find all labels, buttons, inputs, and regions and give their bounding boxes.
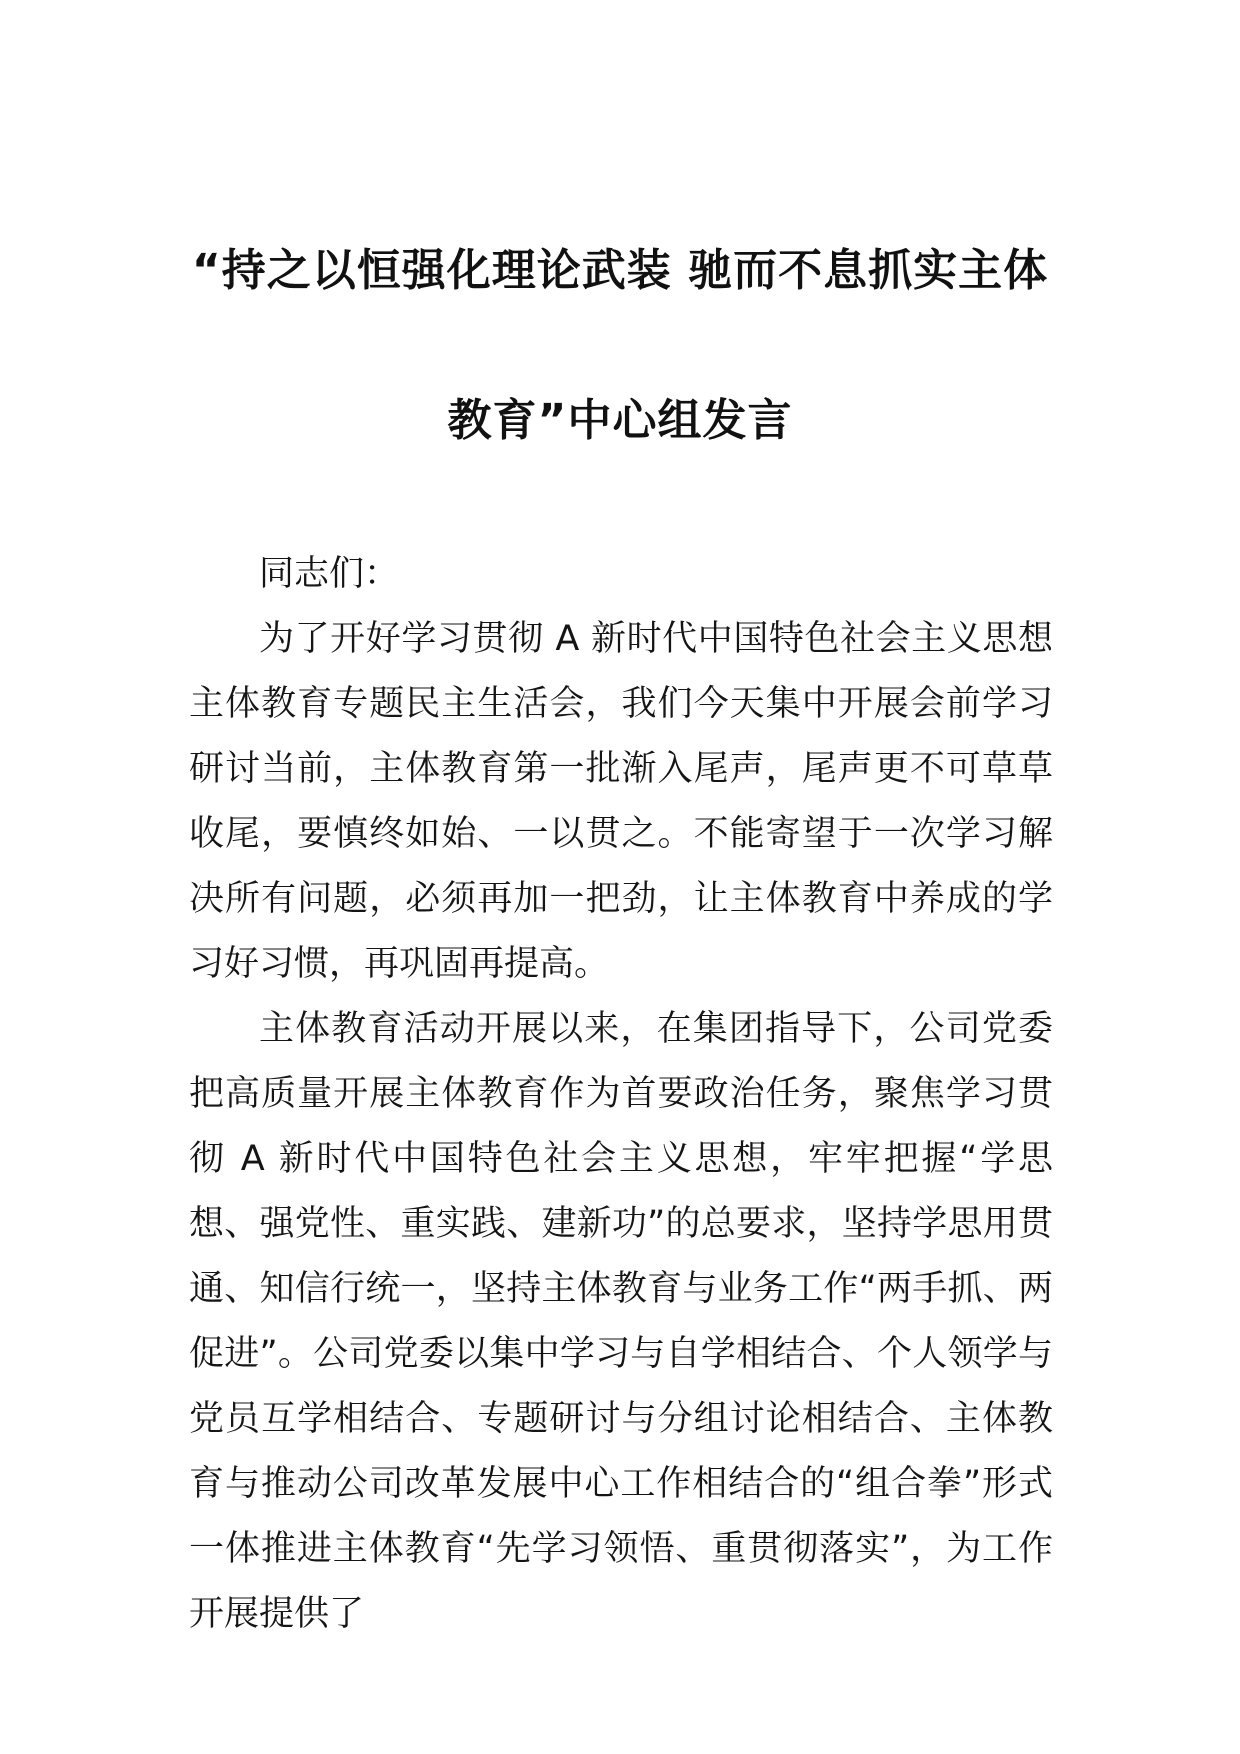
salutation: 同志们： bbox=[259, 554, 400, 594]
body-paragraph-2: 主体教育活动开展以来，在集团指导下，公司党委把高质量开展主体教育作为首要政治任务，聚焦学习贯彻 A 新时代中国特色社会主义思想，牢牢把握“学思想、强党性、重实践、建新功”的总要求，坚持学思用贯通、知信行统一，坚持主体教育与业务工作“两手抓、两促进”。公司党委以集中学习与自学相结合、个人领学与党员互学相结合、专题研讨与分组讨论相结合、主体教育与推动公司改革发展中心工作相结合的“组合拳”形式一体推进主体教育“先学习领悟、重贯彻落实”，为工作开展提供了 bbox=[189, 1009, 1053, 1634]
title-line-1: “持之以恒强化理论武装 驰而不息抓实主体 bbox=[191, 245, 1049, 296]
body-paragraph-1: 为了开好学习贯彻 A 新时代中国特色社会主义思想主体教育专题民主生活会，我们今天集中开展会前学习研讨当前，主体教育第一批渐入尾声，尾声更不可草草收尾，要慎终如始、一以贯之。不能寄望于一次学习解决所有问题，必须再加一把劲，让主体教育中养成的学习好习惯，再巩固再提高。 bbox=[189, 619, 1053, 984]
document-body bbox=[189, 542, 1053, 1647]
title-line-2: 教育”中心组发言 bbox=[447, 395, 793, 446]
document-title bbox=[170, 196, 1070, 496]
